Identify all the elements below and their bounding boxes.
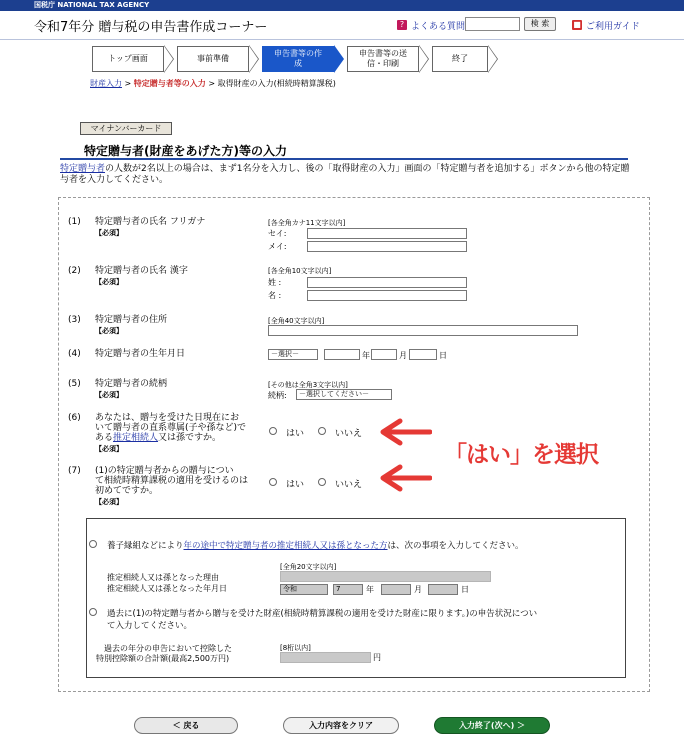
year-select[interactable]: 7 xyxy=(333,584,363,595)
q7-line3: 初めてですか。 xyxy=(95,486,159,496)
q2-label: 特定贈与者の氏名 漢字 xyxy=(95,266,188,276)
birth-month-input[interactable] xyxy=(371,349,397,360)
q6-line3-pre: ある xyxy=(95,433,114,443)
relationship-select[interactable]: －選択してください－ xyxy=(296,389,392,400)
past-report-line2: て入力してください。 xyxy=(107,621,193,631)
q6-line1: あなたは、贈与を受けた日現在にお xyxy=(95,413,240,423)
required-mark: 【必須】 xyxy=(95,445,123,453)
q2-hint: [各全角10文字以内] xyxy=(268,267,332,275)
guide-book-icon: ■ xyxy=(573,20,581,29)
step-send-print: 申告書等の送信・印刷 xyxy=(347,46,419,72)
q7-yes-radio[interactable] xyxy=(269,478,277,486)
agency-banner: 国税庁 NATIONAL TAX AGENCY xyxy=(0,0,684,11)
q5-hint: [その他は全角3文字以内] xyxy=(268,381,348,389)
q6-line3-post: 又は孫ですか。 xyxy=(158,433,222,443)
question-icon: ? xyxy=(397,20,407,30)
furigana-sei-input[interactable] xyxy=(307,228,467,239)
page-title: 特定贈与者(財産をあげた方)等の入力 xyxy=(84,144,287,158)
q1-sei-label: セイ: xyxy=(268,229,287,238)
year-unit: 年 xyxy=(366,585,374,594)
q2-mei-label: 名 : xyxy=(268,291,282,300)
q7-no-radio[interactable] xyxy=(318,478,326,486)
month-unit: 月 xyxy=(399,351,407,360)
faq-link[interactable]: よくある質問 xyxy=(411,22,466,32)
q6-yes-radio[interactable] xyxy=(269,427,277,435)
search-input[interactable] xyxy=(465,17,520,31)
breadcrumb-next: 取得財産の入力(相続時精算課税) xyxy=(217,79,336,88)
q6-no-label: いいえ xyxy=(335,429,363,439)
breadcrumb-separator: > xyxy=(124,79,132,88)
q7-no-label: いいえ xyxy=(335,480,363,490)
era-select[interactable]: 令和 xyxy=(280,584,328,595)
date-label: 推定相続人又は孫となった年月日 xyxy=(107,584,227,593)
presumed-heir-link[interactable]: 推定相続人 xyxy=(113,433,159,443)
q1-mei-label: メイ: xyxy=(268,242,287,251)
q1-number: (1) xyxy=(68,217,81,227)
day-unit: 日 xyxy=(439,351,447,360)
adoption-text-post: は、次の事項を入力してください。 xyxy=(387,541,524,551)
q3-label: 特定贈与者の住所 xyxy=(95,315,168,325)
yen-unit: 円 xyxy=(373,653,381,662)
reason-hint: [全角20文字以内] xyxy=(280,563,337,571)
birth-year-input[interactable] xyxy=(324,349,360,360)
q7-line2: て相続時精算課税の適用を受けるのは xyxy=(95,476,249,486)
month-unit: 月 xyxy=(414,585,422,594)
adoption-option-radio[interactable] xyxy=(89,540,97,548)
adoption-text-pre: 養子縁組などにより xyxy=(107,541,184,551)
intro-text xyxy=(60,164,632,186)
past-report-radio[interactable] xyxy=(89,608,97,616)
breadcrumb xyxy=(90,78,336,89)
q1-label: 特定贈与者の氏名 フリガナ xyxy=(95,217,206,227)
breadcrumb-asset-input[interactable]: 財産入力 xyxy=(90,79,122,88)
deduction-label-2: 特別控除額の合計額(最高2,500万円) xyxy=(96,654,230,663)
furigana-mei-input[interactable] xyxy=(307,241,467,252)
deduction-hint: [8桁以内] xyxy=(280,644,311,652)
usage-guide-link[interactable]: ご利用ガイド xyxy=(586,22,640,32)
clear-input-button[interactable]: 入力内容をクリア xyxy=(283,717,399,734)
q3-hint: [全角40文字以内] xyxy=(268,317,325,325)
q6-line3 xyxy=(95,433,221,443)
q4-number: (4) xyxy=(68,349,81,359)
deduction-label-1: 過去の年分の申告において控除した xyxy=(104,644,232,653)
adoption-option-text xyxy=(107,539,524,551)
address-input[interactable] xyxy=(268,325,578,336)
back-button[interactable]: ＜ 戻る xyxy=(134,717,238,734)
q4-label: 特定贈与者の生年月日 xyxy=(95,349,186,359)
mynumber-card-button[interactable]: マイナンバーカード xyxy=(80,122,172,135)
q6-no-radio[interactable] xyxy=(318,427,326,435)
q2-number: (2) xyxy=(68,266,81,276)
step-create: 申告書等の作成 xyxy=(262,46,334,72)
past-report-text xyxy=(107,607,622,631)
required-mark: 【必須】 xyxy=(95,391,123,399)
q6-line2: いて贈与者の直系尊属(子や孫など)で xyxy=(95,423,247,433)
day-unit: 日 xyxy=(461,585,469,594)
q1-hint: [各全角カナ11文字以内] xyxy=(268,219,346,227)
q7-line1: (1)の特定贈与者からの贈与につい xyxy=(95,466,234,476)
deduction-amount-input[interactable] xyxy=(280,652,371,663)
specific-donor-link[interactable]: 特定贈与者 xyxy=(60,164,106,174)
breadcrumb-separator: > xyxy=(208,79,216,88)
required-mark: 【必須】 xyxy=(95,327,123,335)
red-arrow-icon xyxy=(380,464,432,492)
reason-input[interactable] xyxy=(280,571,491,582)
app-title: 令和7年分 贈与税の申告書作成コーナー xyxy=(34,20,268,35)
required-mark: 【必須】 xyxy=(95,229,123,237)
required-mark: 【必須】 xyxy=(95,498,123,506)
intro-body: の人数が2名以上の場合は、まず1名分を入力し、後の「取得財産の入力」画面の「特定贈与者を追加する」ボタンから他の特定贈与者を入力してください。 xyxy=(60,164,630,185)
step-prep: 事前準備 xyxy=(177,46,249,72)
q3-number: (3) xyxy=(68,315,81,325)
q2-sei-label: 姓 : xyxy=(268,278,282,287)
birth-era-select[interactable]: －選択－ xyxy=(268,349,318,360)
kanji-mei-input[interactable] xyxy=(307,290,467,301)
q7-number: (7) xyxy=(68,466,81,476)
q6-yes-label: はい xyxy=(286,429,305,439)
select-yes-callout: 「はい」を選択 xyxy=(444,442,598,468)
q6-number: (6) xyxy=(68,413,81,423)
step-finish: 終了 xyxy=(432,46,488,72)
q5-label: 特定贈与者の続柄 xyxy=(95,379,168,389)
search-button[interactable]: 検 索 xyxy=(524,17,556,31)
reason-label: 推定相続人又は孫となった理由 xyxy=(107,573,219,582)
year-unit: 年 xyxy=(362,351,370,360)
step-top: トップ画面 xyxy=(92,46,164,72)
relationship-label: 続柄: xyxy=(268,391,287,400)
breadcrumb-current: 特定贈与者等の入力 xyxy=(133,79,206,88)
title-divider xyxy=(60,158,628,160)
required-mark: 【必須】 xyxy=(95,278,123,286)
kanji-sei-input[interactable] xyxy=(307,277,467,288)
mid-year-heir-link[interactable]: 年の途中で特定贈与者の推定相続人又は孫となった方 xyxy=(183,541,388,551)
finish-input-next-button[interactable]: 入力終了(次へ) ＞ xyxy=(434,717,550,734)
month-select[interactable] xyxy=(381,584,411,595)
day-select[interactable] xyxy=(428,584,458,595)
q7-yes-label: はい xyxy=(286,480,305,490)
red-arrow-icon xyxy=(380,418,432,446)
app-header xyxy=(0,11,684,40)
past-report-line1: 過去に(1)の特定贈与者から贈与を受けた財産(相続時精算課税の適用を受けた財産に限ります。)の申告状況につい xyxy=(107,609,538,619)
birth-day-input[interactable] xyxy=(409,349,437,360)
q5-number: (5) xyxy=(68,379,81,389)
